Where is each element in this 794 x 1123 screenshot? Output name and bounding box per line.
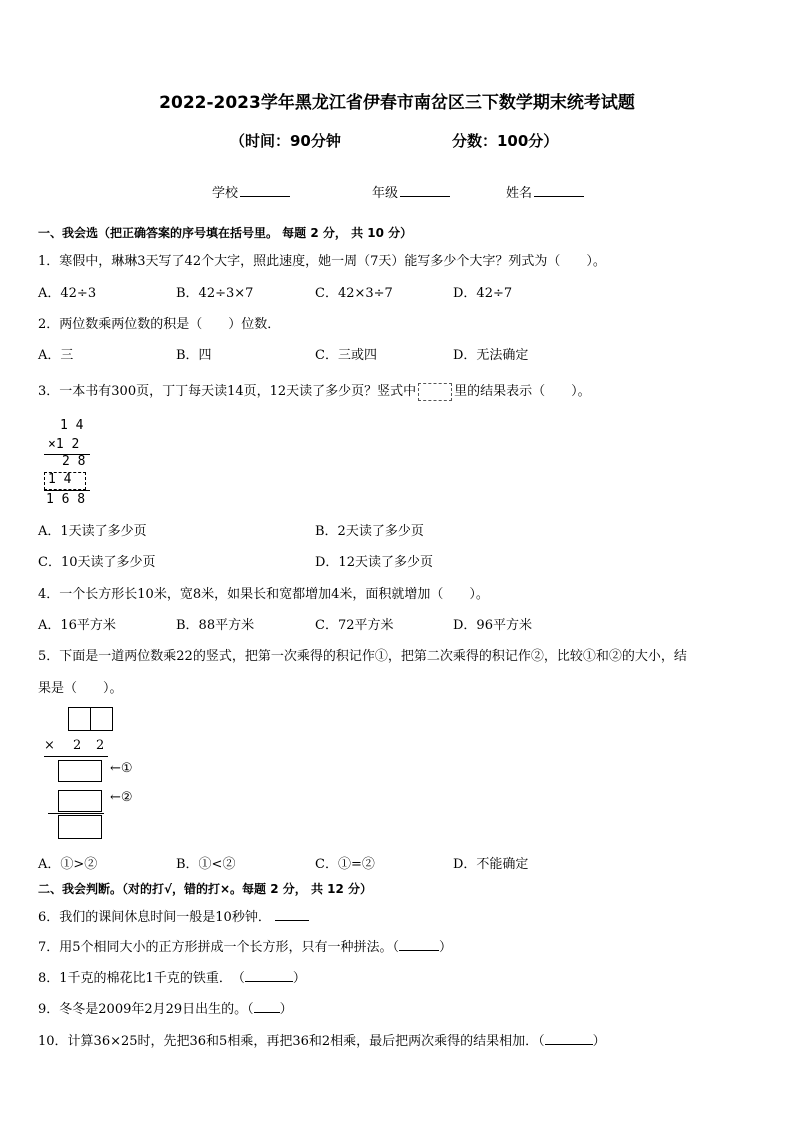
- calc-line2: [44, 490, 90, 491]
- q6-row: [38, 906, 309, 925]
- calc-row5: 1 6 8: [46, 492, 86, 507]
- calc-line-b: [48, 813, 104, 814]
- name-label: 姓名: [506, 186, 533, 201]
- q3-text-before: 3．一本书有300页，丁丁每天读14页，12天读了多少页？竖式中: [38, 384, 417, 399]
- q3-text: [38, 380, 591, 401]
- q10-text: 10．计算36×25时，先把36和5相乘，再把36和2相乘，最后把两次乘得的结果相加．（: [38, 1034, 545, 1049]
- calc-row2: ×1 2: [48, 437, 80, 452]
- q9-text-end: ）: [279, 1002, 293, 1017]
- q4-option-c[interactable]: C．72平方米: [315, 618, 394, 633]
- q1-text: 1．寒假中，琳琳3天写了42个大字，照此速度，她一周（7天）能写多少个大字？列式为（ ）。: [38, 254, 606, 269]
- q3-option-b[interactable]: B．2天读了多少页: [315, 524, 424, 539]
- q6-text: 6．我们的课间休息时间一般是10秒钟．: [38, 910, 271, 925]
- name-blank[interactable]: [534, 184, 584, 197]
- multiplier-digit-2: 2: [96, 738, 105, 753]
- q5-option-a[interactable]: A．①>②: [38, 857, 98, 872]
- q8-text-end: ）: [292, 971, 306, 986]
- q7-answer-blank[interactable]: [399, 938, 439, 951]
- q10-answer-blank[interactable]: [545, 1032, 593, 1045]
- q8-answer-blank[interactable]: [245, 969, 293, 982]
- q8-text: 8．1千克的棉花比1千克的铁重． （: [38, 971, 245, 986]
- calc-row4: 1 4: [48, 472, 72, 487]
- q5-text-line1: 5．下面是一道两位数乘22的竖式，把第一次乘得的积记作①，把第二次乘得的积记作②，比较①和②的大小，结: [38, 649, 687, 664]
- q3-text-after: 里的结果表示（ ）。: [454, 384, 591, 399]
- q2-option-c[interactable]: C．三或四: [315, 348, 377, 363]
- q4-option-a[interactable]: A．16平方米: [38, 618, 116, 633]
- q5-text-line2: 果是（ ）。: [38, 681, 123, 696]
- section1-heading: 一、我会选（把正确答案的序号填在括号里。 每题 2 分， 共 10 分）: [38, 226, 413, 240]
- q8-row: [38, 967, 306, 986]
- q1-option-b[interactable]: B．42÷3×7: [176, 286, 254, 301]
- q9-row: [38, 998, 293, 1017]
- q3-option-d[interactable]: D．12天读了多少页: [315, 555, 433, 570]
- time-label: （时间：90分钟: [230, 132, 341, 150]
- q7-text: 7．用5个相同大小的正方形拼成一个长方形，只有一种拼法。（: [38, 940, 400, 955]
- q5-option-d[interactable]: D．不能确定: [453, 857, 529, 872]
- page-title: 2022-2023学年黑龙江省伊春市南岔区三下数学期末统考试题: [159, 93, 635, 113]
- arrow-label-2: ←②: [110, 790, 133, 805]
- result-box: [58, 815, 102, 839]
- times-sign: ×: [44, 738, 55, 753]
- q4-option-d[interactable]: D．96平方米: [453, 618, 532, 633]
- q9-text: 9．冬冬是2009年2月29日出生的。（: [38, 1002, 254, 1017]
- school-blank[interactable]: [240, 184, 290, 197]
- q7-text-end: ）: [439, 940, 453, 955]
- calc-line-a: [44, 756, 108, 757]
- q10-row: [38, 1030, 606, 1049]
- name-field[interactable]: [506, 182, 584, 201]
- grade-label: 年级: [372, 186, 399, 201]
- q4-option-b[interactable]: B．88平方米: [176, 618, 255, 633]
- q5-option-c[interactable]: C．①=②: [315, 857, 375, 872]
- multiplier-digit-1: 2: [73, 738, 82, 753]
- calc-row3: 2 8: [62, 454, 86, 469]
- q1-option-d[interactable]: D．42÷7: [453, 286, 513, 301]
- q10-text-end: ）: [592, 1034, 606, 1049]
- q4-text: 4．一个长方形长10米，宽8米，如果长和宽都增加4米，面积就增加（ ）。: [38, 587, 489, 602]
- school-label: 学校: [212, 186, 239, 201]
- q2-text: 2．两位数乘两位数的积是（ ）位数．: [38, 317, 281, 332]
- q9-answer-blank[interactable]: [254, 1000, 280, 1013]
- q2-option-d[interactable]: D．无法确定: [453, 348, 529, 363]
- q1-option-a[interactable]: A．42÷3: [38, 286, 97, 301]
- grade-blank[interactable]: [400, 184, 450, 197]
- q7-row: [38, 936, 452, 955]
- arrow-label-1: ←①: [110, 761, 133, 776]
- digit-box-2: [90, 707, 113, 731]
- digit-box-1: [68, 707, 91, 731]
- section2-heading: 二、我会判断。（对的打√，错的打×。每题 2 分， 共 12 分）: [38, 882, 372, 896]
- grade-field[interactable]: [372, 182, 450, 201]
- calc-row1: 1 4: [60, 418, 84, 433]
- school-field[interactable]: [212, 182, 290, 201]
- product-box-2: [58, 790, 102, 812]
- q6-answer-blank[interactable]: [275, 908, 309, 921]
- q1-option-c[interactable]: C．42×3÷7: [315, 286, 393, 301]
- product-box-1: [58, 760, 102, 782]
- q2-option-b[interactable]: B．四: [176, 348, 212, 363]
- score-label: 分数：100分）: [452, 132, 559, 150]
- q5-option-b[interactable]: B．①<②: [176, 857, 236, 872]
- q3-option-c[interactable]: C．10天读了多少页: [38, 555, 156, 570]
- dotted-box-icon: [418, 383, 452, 401]
- q3-option-a[interactable]: A．1天读了多少页: [38, 524, 147, 539]
- q2-option-a[interactable]: A．三: [38, 348, 74, 363]
